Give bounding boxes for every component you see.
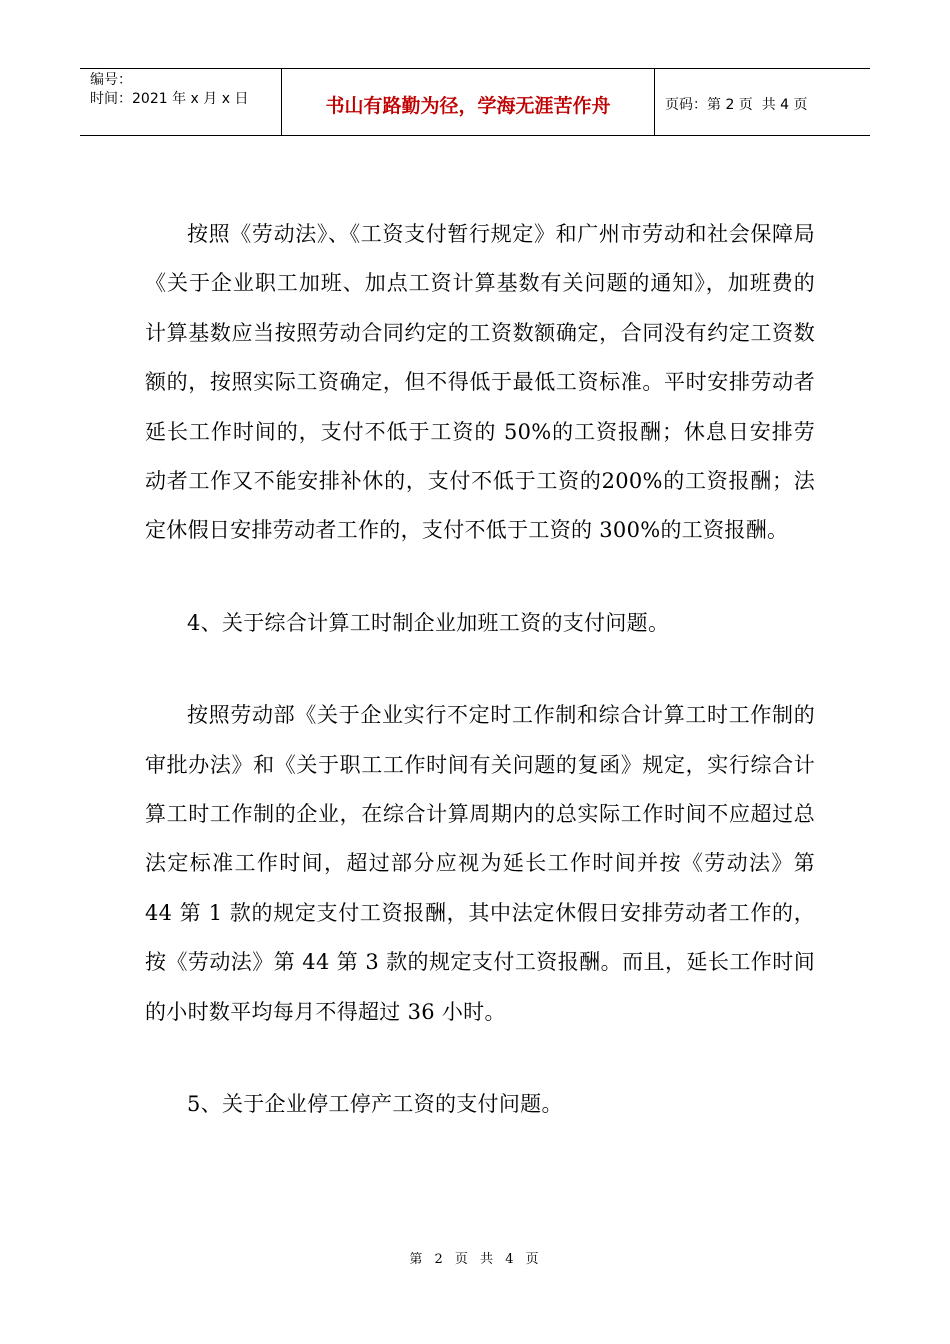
- document-body: [145, 210, 815, 1130]
- document-header: [80, 68, 870, 136]
- page-footer: 第 2 页 共 4 页: [409, 1252, 541, 1267]
- number-label: 编号：: [90, 72, 132, 88]
- page-code-text: 页码：第 2 页 共 4 页: [665, 97, 808, 113]
- header-motto: 书山有路勤为径，学海无涯苦作舟: [282, 69, 655, 135]
- heading-item-4: 4、关于综合计算工时制企业加班工资的支付问题。: [187, 610, 670, 635]
- header-meta: [80, 69, 282, 135]
- paragraph-comprehensive-hours: 按照劳动部《关于企业实行不定时工作制和综合计算工时工作制的审批办法》和《关于职工工作时间有关问题的复函》规定，实行综合计算工时工作制的企业，在综合计算周期内的总实际工作时间不应超过总法定标准工作时间，超过部分应视为延长工作时间并按《劳动法》第 44 第 1 款的规定支付工资报酬，其中法定休假日安排劳动者工作的，按《劳动法》第 44 第 3 款的规定支付工资报酬。而且，延长工作时间的小时数平均每月不得超过 36 小时。: [145, 703, 815, 1024]
- header-page-code: [655, 69, 870, 135]
- time-label: 时间：2021 年 x 月 x 日: [90, 91, 249, 107]
- paragraph-overtime-base: 按照《劳动法》、《工资支付暂行规定》和广州市劳动和社会保障局《关于企业职工加班、加点工资计算基数有关问题的通知》，加班费的计算基数应当按照劳动合同约定的工资数额确定，合同没有约定工资数额的，按照实际工资确定，但不得低于最低工资标准。平时安排劳动者延长工作时间的，支付不低于工资的 50%的工资报酬；休息日安排劳动者工作又不能安排补休的，支付不低于工资的200%的工资报酬；法定休假日安排劳动者工作的，支付不低于工资的 300%的工资报酬。: [145, 222, 815, 543]
- heading-item-5: 5、关于企业停工停产工资的支付问题。: [187, 1092, 563, 1117]
